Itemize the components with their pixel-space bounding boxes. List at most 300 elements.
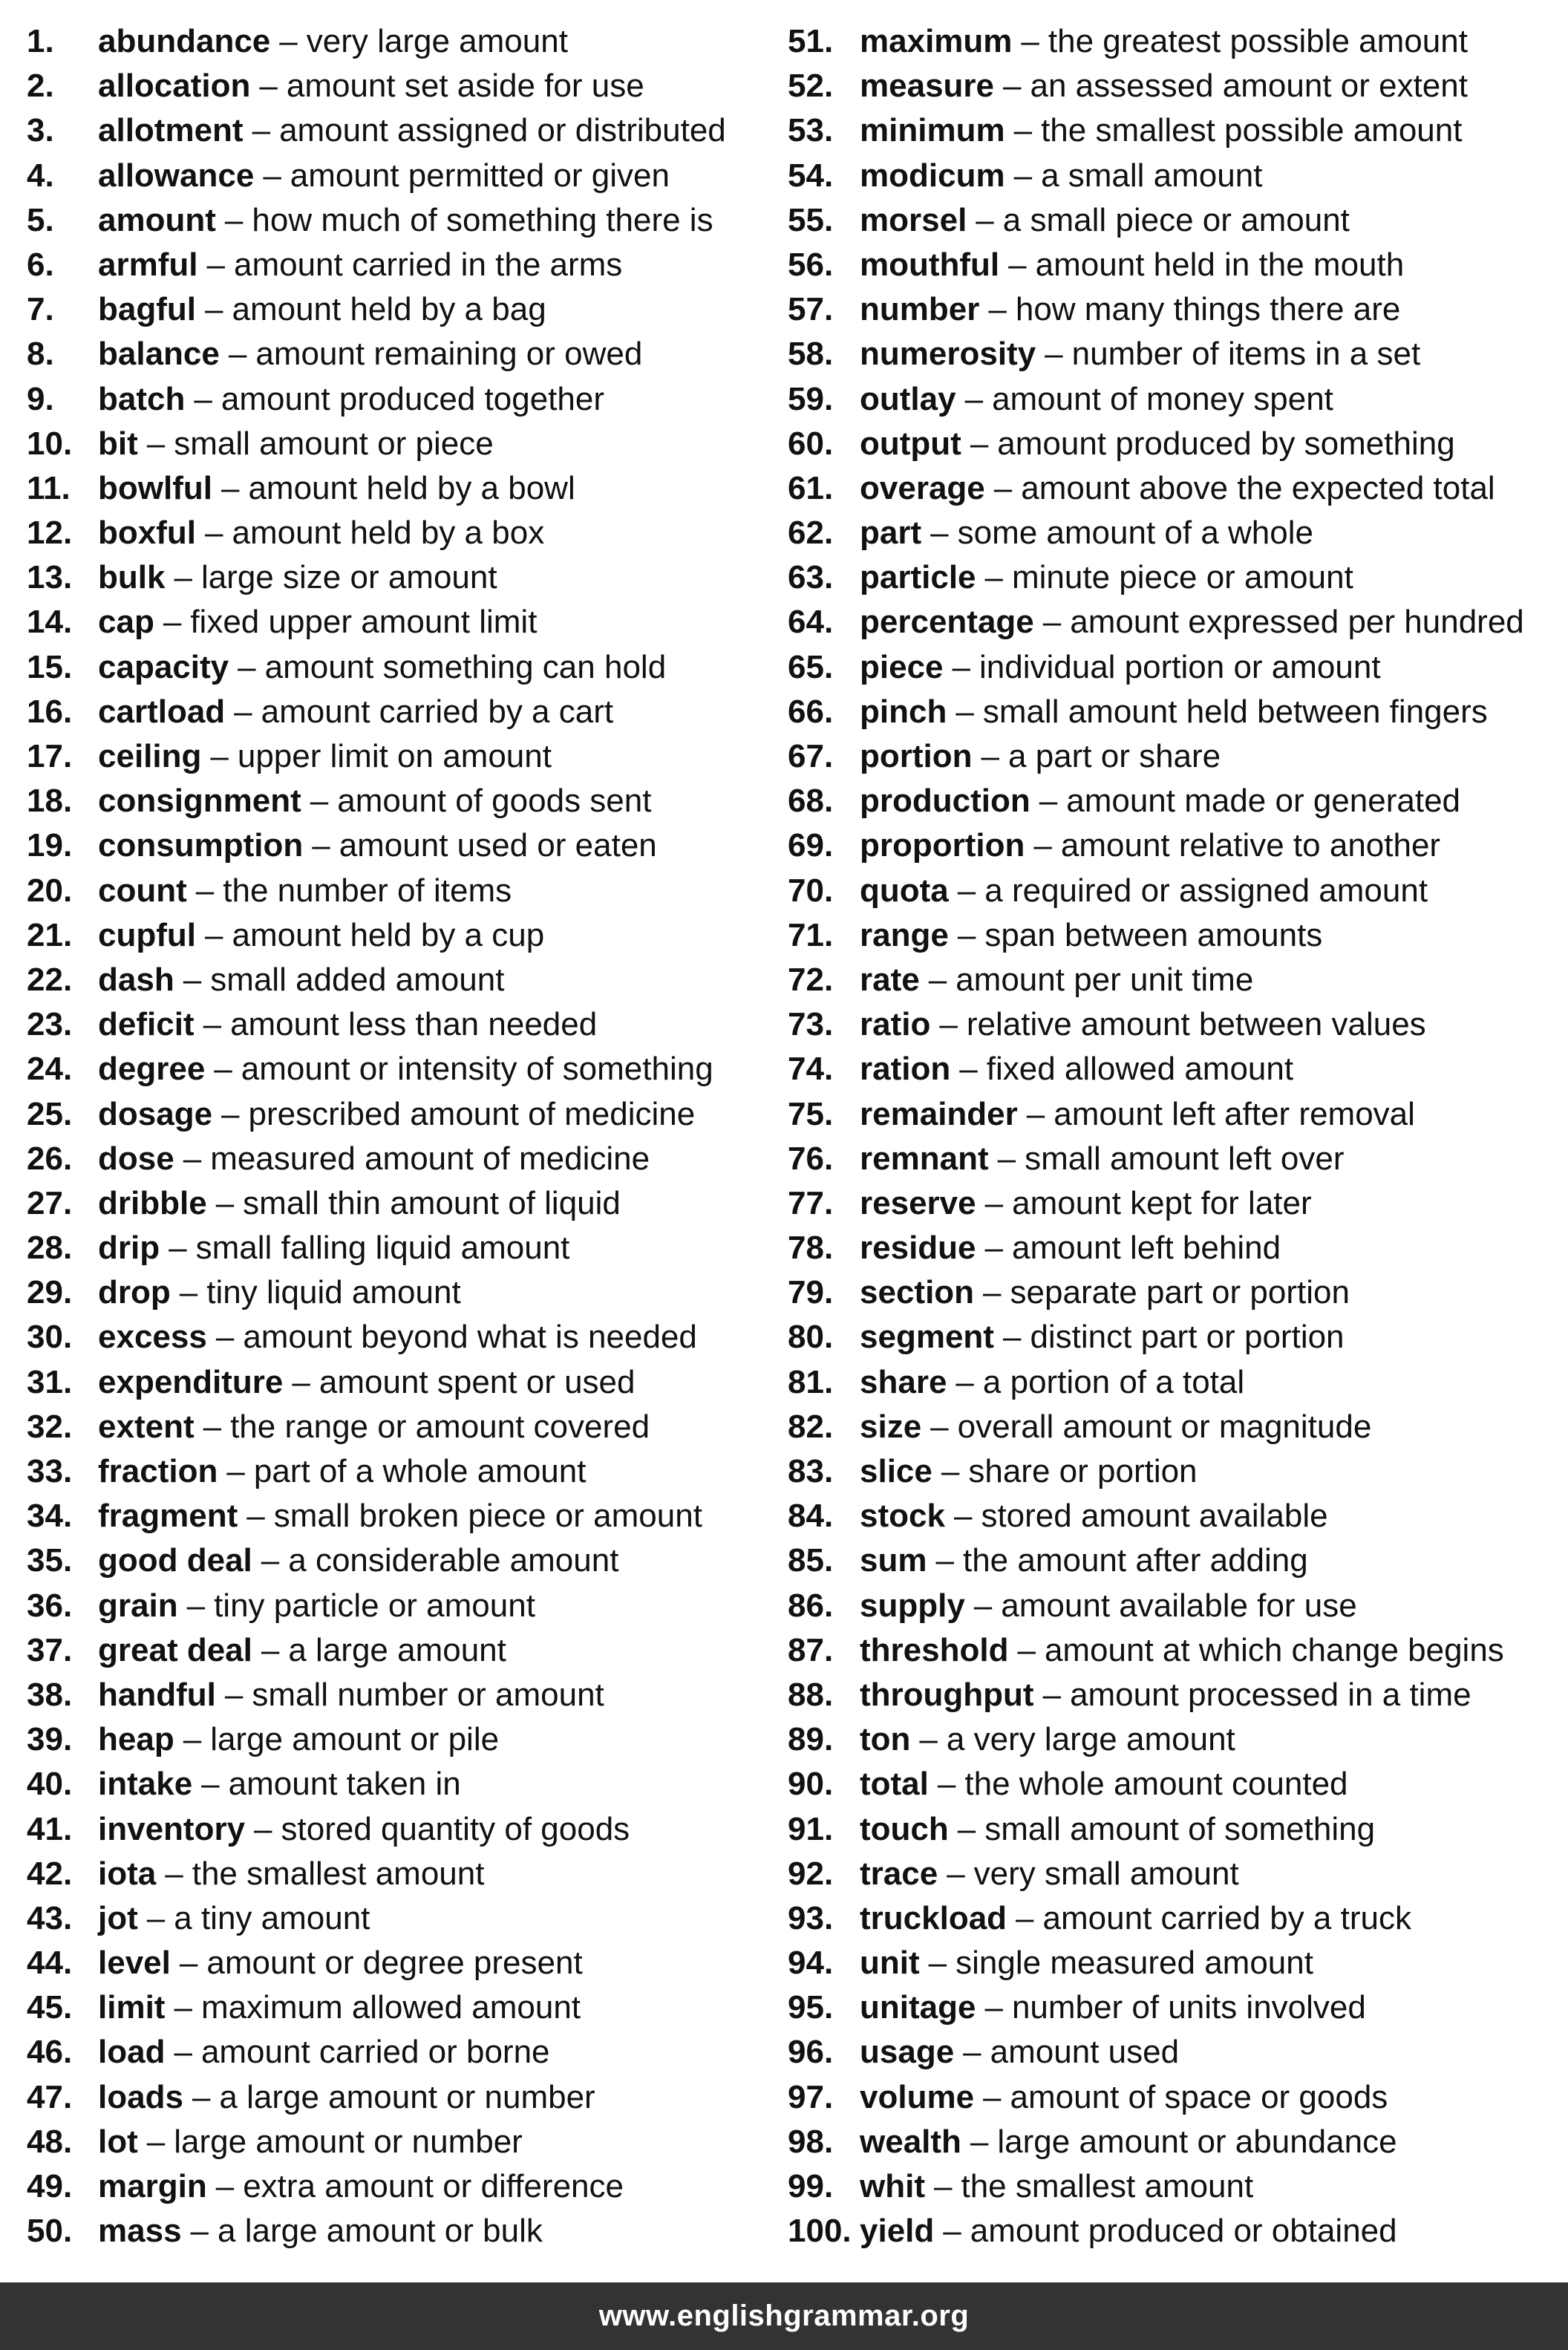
item-number: 38. (27, 1676, 73, 1713)
item-word: dosage (98, 1095, 213, 1132)
item-separator: – (976, 201, 994, 238)
item-definition: a portion of a total (982, 1363, 1245, 1400)
list-item (788, 1807, 1567, 1852)
list-item (27, 823, 769, 868)
list-item (788, 154, 1567, 198)
item-definition: span between amounts (984, 916, 1323, 953)
item-number: 22. (27, 961, 73, 998)
item-word: jot (98, 1899, 138, 1936)
item-word: dash (98, 961, 174, 998)
word-list (0, 19, 1568, 2254)
item-definition: amount set aside for use (286, 68, 644, 105)
list-item (788, 1315, 1567, 1360)
item-separator: – (238, 648, 256, 685)
list-item (27, 466, 769, 511)
list-item (27, 958, 769, 1002)
item-word: handful (98, 1676, 216, 1713)
list-item (27, 2120, 769, 2164)
item-definition: a tiny amount (174, 1899, 370, 1936)
item-number: 56. (788, 246, 834, 283)
item-definition: the number of items (223, 872, 512, 909)
list-item (27, 422, 769, 466)
item-definition: small thin amount of liquid (243, 1184, 621, 1221)
item-separator: – (210, 738, 229, 774)
item-number: 5. (27, 201, 54, 238)
item-definition: amount carried by a cart (261, 693, 614, 730)
item-separator: – (953, 1498, 973, 1535)
item-word: remnant (860, 1140, 989, 1177)
list-item (27, 1226, 769, 1270)
item-definition: the smallest possible amount (1041, 112, 1463, 149)
item-word: mouthful (860, 246, 1000, 283)
item-definition: a very large amount (946, 1721, 1235, 1758)
item-definition: the greatest possible amount (1048, 23, 1468, 59)
list-item (27, 779, 769, 823)
item-number: 14. (27, 604, 73, 641)
item-definition: amount taken in (228, 1766, 461, 1803)
item-number: 70. (788, 872, 834, 909)
item-separator: – (186, 1587, 206, 1624)
item-definition: upper limit on amount (237, 738, 552, 774)
list-item (27, 198, 769, 243)
item-definition: amount made or generated (1066, 783, 1461, 820)
item-word: dribble (98, 1184, 207, 1221)
item-separator: – (1013, 112, 1033, 149)
item-number: 26. (27, 1140, 73, 1177)
item-number: 28. (27, 1230, 73, 1267)
list-item (27, 19, 769, 64)
list-item (788, 555, 1567, 600)
item-definition: amount held by a bowl (248, 469, 575, 506)
item-definition: how much of something there is (252, 201, 713, 238)
item-separator: – (174, 2034, 192, 2071)
item-number: 78. (788, 1230, 834, 1267)
item-word: piece (860, 648, 944, 685)
item-number: 9. (27, 380, 54, 417)
item-definition: amount spent or used (318, 1363, 636, 1400)
item-word: balance (98, 336, 220, 373)
item-separator: – (1021, 23, 1039, 59)
item-separator: – (963, 2034, 981, 2071)
item-word: threshold (860, 1631, 1009, 1668)
item-word: deficit (98, 1006, 195, 1043)
item-number: 51. (788, 23, 834, 59)
item-separator: – (956, 693, 974, 730)
item-word: cap (98, 604, 154, 641)
item-separator: – (203, 1006, 222, 1043)
item-definition: amount held by a bag (232, 291, 546, 328)
item-word: supply (860, 1587, 965, 1624)
item-definition: amount used (990, 2034, 1180, 2071)
item-definition: a large amount (288, 1631, 506, 1668)
list-item (27, 1762, 769, 1806)
item-word: fragment (98, 1498, 238, 1535)
item-separator: – (204, 515, 223, 552)
list-item (27, 377, 769, 422)
item-word: expenditure (98, 1363, 284, 1400)
item-number: 29. (27, 1274, 73, 1311)
item-number: 32. (27, 1408, 73, 1445)
item-definition: a small piece or amount (1002, 201, 1350, 238)
item-separator: – (983, 2078, 1002, 2115)
item-separator: – (146, 425, 166, 462)
list-item (27, 1584, 769, 1628)
list-item (788, 1717, 1567, 1762)
item-number: 85. (788, 1542, 834, 1579)
item-definition: amount remaining or owed (255, 336, 643, 373)
list-item (27, 243, 769, 287)
item-separator: – (1042, 604, 1062, 641)
item-word: unit (860, 1945, 920, 1982)
item-word: bit (98, 425, 138, 462)
list-item (27, 1449, 769, 1494)
item-definition: number of units involved (1011, 1989, 1366, 2026)
item-number: 66. (788, 693, 834, 730)
item-definition: small number or amount (252, 1676, 604, 1713)
item-word: usage (860, 2034, 955, 2071)
item-definition: a part or share (1008, 738, 1221, 774)
item-separator: – (957, 916, 976, 953)
list-item (27, 555, 769, 600)
item-word: consignment (98, 783, 301, 820)
item-number: 37. (27, 1631, 73, 1668)
item-number: 83. (788, 1453, 834, 1489)
list-item (788, 2164, 1567, 2209)
item-number: 18. (27, 783, 73, 820)
item-separator: – (224, 201, 244, 238)
item-separator: – (957, 1810, 976, 1847)
item-definition: amount above the expected total (1021, 469, 1495, 506)
item-separator: – (259, 68, 278, 105)
item-definition: share or portion (968, 1453, 1198, 1489)
list-item (788, 2120, 1567, 2164)
item-word: bulk (98, 559, 166, 596)
list-item (788, 1092, 1567, 1137)
item-separator: – (970, 2123, 989, 2160)
list-item (27, 1852, 769, 1896)
item-word: margin (98, 2168, 207, 2204)
item-separator: – (246, 1498, 265, 1535)
item-separator: – (1042, 1676, 1062, 1713)
list-item (27, 600, 769, 644)
item-word: remainder (860, 1095, 1018, 1132)
item-definition: small broken piece or amount (273, 1498, 702, 1535)
item-separator: – (279, 23, 298, 59)
item-word: pinch (860, 693, 947, 730)
item-separator: – (997, 1140, 1016, 1177)
item-definition: large size or amount (200, 559, 497, 596)
item-number: 59. (788, 380, 834, 417)
item-number: 50. (27, 2213, 73, 2250)
list-item (27, 869, 769, 913)
item-definition: amount permitted or given (290, 157, 670, 194)
list-item (27, 1360, 769, 1405)
item-number: 84. (788, 1498, 834, 1535)
item-number: 35. (27, 1542, 73, 1579)
item-number: 94. (788, 1945, 834, 1982)
item-number: 87. (788, 1631, 834, 1668)
list-item (27, 1985, 769, 2030)
item-word: reserve (860, 1184, 976, 1221)
list-item (27, 734, 769, 779)
item-definition: amount or degree present (206, 1945, 583, 1982)
item-word: bagful (98, 291, 196, 328)
item-definition: a considerable amount (288, 1542, 619, 1579)
item-separator: – (183, 961, 202, 998)
list-item (788, 1449, 1567, 1494)
item-word: ratio (860, 1006, 931, 1043)
item-definition: amount available for use (1001, 1587, 1357, 1624)
item-separator: – (174, 1989, 192, 2026)
item-number: 92. (788, 1855, 834, 1892)
list-item (27, 2209, 769, 2253)
item-definition: part of a whole amount (253, 1453, 587, 1489)
item-word: consumption (98, 827, 304, 864)
item-separator: – (947, 1855, 965, 1892)
item-separator: – (206, 246, 225, 283)
list-item (27, 108, 769, 153)
item-definition: small falling liquid amount (195, 1230, 570, 1267)
item-word: range (860, 916, 949, 953)
item-number: 95. (788, 1989, 834, 2026)
item-separator: – (215, 2168, 235, 2204)
item-separator: – (1026, 1095, 1045, 1132)
item-separator: – (204, 916, 223, 953)
item-definition: a required or assigned amount (984, 872, 1428, 909)
item-number: 20. (27, 872, 73, 909)
list-item (788, 287, 1567, 332)
list-item (788, 1985, 1567, 2030)
item-separator: – (224, 1676, 244, 1713)
item-word: measure (860, 68, 995, 105)
item-number: 88. (788, 1676, 834, 1713)
item-definition: separate part or portion (1010, 1274, 1350, 1311)
item-number: 53. (788, 112, 834, 149)
item-word: morsel (860, 201, 967, 238)
item-number: 49. (27, 2168, 73, 2204)
item-separator: – (169, 1230, 187, 1267)
list-item (788, 243, 1567, 287)
item-definition: amount expressed per hundred (1070, 604, 1524, 641)
list-item (788, 734, 1567, 779)
item-number: 79. (788, 1274, 834, 1311)
item-number: 72. (788, 961, 834, 998)
item-definition: amount left after removal (1054, 1095, 1415, 1132)
item-separator: – (981, 738, 999, 774)
item-word: truckload (860, 1899, 1007, 1936)
item-number: 67. (788, 738, 834, 774)
item-number: 73. (788, 1006, 834, 1043)
item-number: 91. (788, 1810, 834, 1847)
item-word: output (860, 425, 961, 462)
item-number: 27. (27, 1184, 73, 1221)
item-separator: – (312, 827, 330, 864)
item-separator: – (204, 291, 223, 328)
item-definition: very small amount (973, 1855, 1239, 1892)
item-number: 89. (788, 1721, 834, 1758)
item-separator: – (261, 1631, 280, 1668)
item-word: volume (860, 2078, 975, 2115)
item-number: 65. (788, 648, 834, 685)
item-number: 80. (788, 1319, 834, 1356)
list-item (27, 2030, 769, 2075)
item-word: size (860, 1408, 922, 1445)
item-definition: distinct part or portion (1030, 1319, 1345, 1356)
list-item (788, 2209, 1567, 2253)
item-word: level (98, 1945, 171, 1982)
item-separator: – (1045, 336, 1063, 373)
item-number: 86. (788, 1587, 834, 1624)
item-definition: tiny liquid amount (206, 1274, 461, 1311)
item-word: outlay (860, 380, 956, 417)
item-separator: – (959, 1051, 978, 1088)
item-separator: – (254, 1810, 272, 1847)
item-separator: – (261, 1542, 280, 1579)
item-word: section (860, 1274, 975, 1311)
item-definition: large amount or abundance (997, 2123, 1397, 2160)
item-definition: small amount or piece (174, 425, 494, 462)
item-separator: – (1002, 1319, 1022, 1356)
item-definition: amount held by a cup (232, 916, 545, 953)
item-number: 44. (27, 1945, 73, 1982)
item-number: 47. (27, 2078, 73, 2115)
list-item (788, 600, 1567, 644)
item-word: armful (98, 246, 198, 283)
item-separator: – (1016, 1899, 1034, 1936)
list-item (27, 1047, 769, 1091)
item-word: particle (860, 559, 976, 596)
item-definition: amount or intensity of something (241, 1051, 713, 1088)
item-separator: – (292, 1363, 310, 1400)
item-number: 81. (788, 1363, 834, 1400)
item-number: 45. (27, 1989, 73, 2026)
list-item (27, 64, 769, 108)
list-item (788, 466, 1567, 511)
list-item (27, 1628, 769, 1673)
item-number: 64. (788, 604, 834, 641)
item-separator: – (933, 2168, 953, 2204)
item-definition: maximum allowed amount (200, 1989, 581, 2026)
list-item (27, 1896, 769, 1941)
item-word: ration (860, 1051, 951, 1088)
item-word: amount (98, 201, 216, 238)
item-number: 15. (27, 648, 73, 685)
item-word: maximum (860, 23, 1013, 59)
item-number: 19. (27, 827, 73, 864)
item-separator: – (988, 291, 1007, 328)
item-word: touch (860, 1810, 949, 1847)
item-separator: – (183, 1140, 202, 1177)
list-item (788, 1226, 1567, 1270)
item-number: 39. (27, 1721, 73, 1758)
item-separator: – (194, 380, 212, 417)
item-number: 46. (27, 2034, 73, 2071)
item-definition: amount of space or goods (1010, 2078, 1388, 2115)
list-item (27, 1315, 769, 1360)
item-separator: – (226, 1453, 245, 1489)
item-definition: some amount of a whole (957, 515, 1313, 552)
list-item (27, 1673, 769, 1717)
item-word: heap (98, 1721, 174, 1758)
item-definition: small amount left over (1025, 1140, 1345, 1177)
item-separator: – (943, 2213, 961, 2250)
list-item (27, 1807, 769, 1852)
item-separator: – (174, 559, 192, 596)
item-word: drop (98, 1274, 171, 1311)
item-separator: – (928, 961, 947, 998)
item-number: 58. (788, 336, 834, 373)
list-item (27, 511, 769, 555)
item-definition: amount beyond what is needed (243, 1319, 697, 1356)
item-definition: tiny particle or amount (214, 1587, 535, 1624)
item-definition: amount something can hold (264, 648, 667, 685)
item-separator: – (941, 1453, 960, 1489)
list-item (788, 108, 1567, 153)
item-word: dose (98, 1140, 174, 1177)
word-column-left (27, 19, 769, 2253)
item-number: 48. (27, 2123, 73, 2160)
item-number: 25. (27, 1095, 73, 1132)
item-number: 55. (788, 201, 834, 238)
item-word: cartload (98, 693, 226, 730)
item-word: portion (860, 738, 973, 774)
list-item (788, 779, 1567, 823)
item-number: 7. (27, 291, 54, 328)
item-definition: amount produced or obtained (970, 2213, 1397, 2250)
item-definition: amount carried by a truck (1042, 1899, 1411, 1936)
list-item (27, 2164, 769, 2209)
item-number: 2. (27, 68, 54, 105)
item-word: number (860, 291, 980, 328)
item-word: wealth (860, 2123, 961, 2160)
item-number: 77. (788, 1184, 834, 1221)
item-definition: number of items in a set (1071, 336, 1421, 373)
list-item (788, 1494, 1567, 1538)
item-definition: amount per unit time (956, 961, 1254, 998)
item-definition: the smallest amount (192, 1855, 485, 1892)
footer-website-link[interactable]: www.englishgrammar.org (598, 2300, 970, 2332)
item-number: 96. (788, 2034, 834, 2071)
list-item (788, 377, 1567, 422)
item-number: 17. (27, 738, 73, 774)
item-word: extent (98, 1408, 195, 1445)
item-definition: relative amount between values (966, 1006, 1426, 1043)
list-item (788, 1762, 1567, 1806)
item-separator: – (1033, 827, 1052, 864)
list-item (788, 1673, 1567, 1717)
list-item (788, 823, 1567, 868)
list-item (27, 1092, 769, 1137)
item-separator: – (964, 380, 984, 417)
item-number: 68. (788, 783, 834, 820)
item-number: 76. (788, 1140, 834, 1177)
list-item (788, 1270, 1567, 1315)
item-separator: – (970, 425, 989, 462)
item-word: allowance (98, 157, 255, 194)
item-word: count (98, 872, 187, 909)
list-item (27, 1717, 769, 1762)
item-separator: – (930, 1408, 949, 1445)
item-number: 24. (27, 1051, 73, 1088)
item-word: lot (98, 2123, 138, 2160)
item-number: 8. (27, 336, 54, 373)
item-number: 21. (27, 916, 73, 953)
item-word: intake (98, 1766, 193, 1803)
item-word: unitage (860, 1989, 976, 2026)
list-item (788, 1360, 1567, 1405)
item-number: 57. (788, 291, 834, 328)
list-item (788, 1896, 1567, 1941)
